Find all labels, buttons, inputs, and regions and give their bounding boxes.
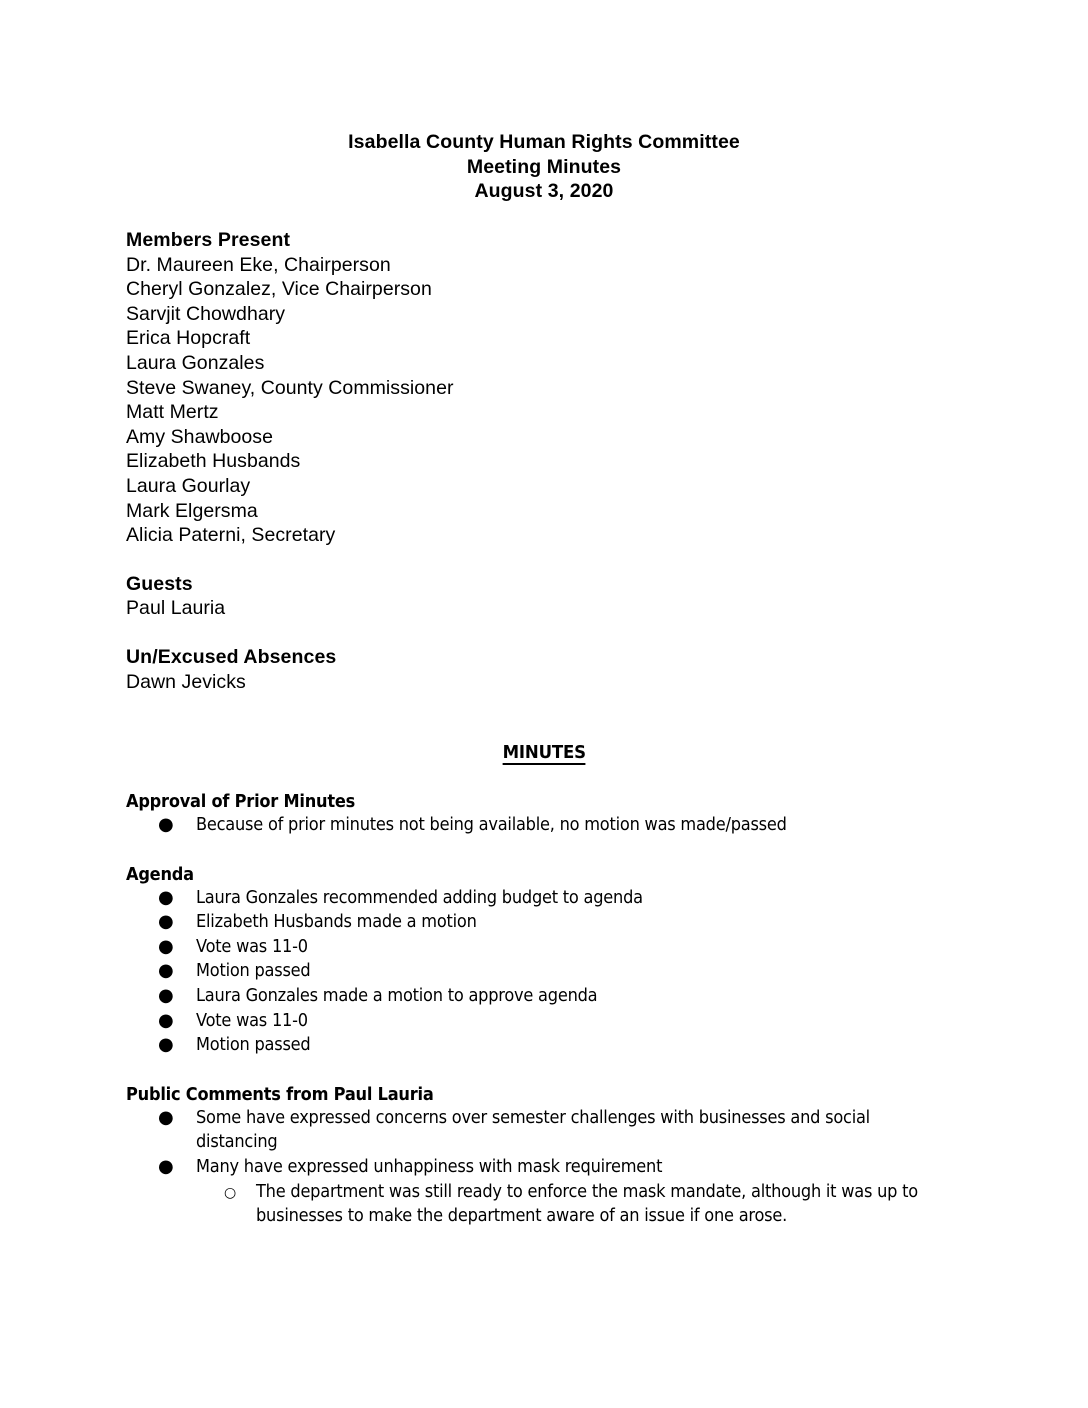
list-item-text: Motion passed: [196, 1034, 311, 1056]
spacer: [126, 548, 956, 572]
list-item: [126, 910, 956, 935]
bullet-marker-icon: ●: [158, 814, 174, 835]
member-name: Steve Swaney, County Commissioner: [126, 376, 454, 399]
sub-list-item-text: The department was still ready to enforce the mask mandate, although it was up to businesses to make the department aware of an issue if one arose.: [256, 1180, 918, 1227]
bullet-list-public-comments: [126, 1106, 956, 1229]
bullet-marker-icon: ●: [158, 935, 174, 957]
section-heading-public-comments: Public Comments from Paul Lauria: [126, 1083, 434, 1105]
minutes-title-container: [0, 742, 1088, 765]
bullet-marker-icon: ●: [158, 911, 174, 933]
minutes-body: [126, 790, 956, 1229]
list-item-text: Many have expressed unhappiness with mask requirement: [196, 1155, 663, 1177]
member-name: Amy Shawboose: [126, 425, 273, 448]
list-item: [126, 1155, 956, 1180]
list-item: [126, 959, 956, 984]
list-item-text: Elizabeth Husbands made a motion: [196, 911, 477, 933]
list-item-text: Vote was 11-0: [196, 1009, 308, 1031]
absent-name: Dawn Jevicks: [126, 670, 246, 693]
member-name: Sarvjit Chowdhary: [126, 302, 286, 325]
list-item: [126, 813, 956, 838]
spacer: [126, 621, 956, 645]
list-item: [126, 935, 956, 960]
bullet-marker-icon: ●: [158, 886, 174, 908]
minutes-title: MINUTES: [502, 742, 586, 763]
guest-name: Paul Lauria: [126, 597, 226, 620]
list-item: [126, 886, 956, 911]
list-item: [126, 1033, 956, 1058]
bullet-list-agenda: [126, 886, 956, 1058]
list-item-text: Motion passed: [196, 960, 311, 982]
list-item-text: Laura Gonzales recommended adding budget to agenda: [196, 886, 643, 908]
spacer: [126, 838, 956, 863]
bullet-marker-icon: ●: [158, 1106, 174, 1128]
list-item-text: Laura Gonzales made a motion to approve agenda: [196, 984, 598, 1006]
bullet-list-approval: [126, 813, 956, 838]
sub-list-item: [126, 1180, 956, 1229]
bullet-marker-icon: ●: [158, 1155, 174, 1177]
document-header: [0, 130, 1088, 204]
list-item: [126, 1009, 956, 1034]
bullet-marker-icon: ●: [158, 1034, 174, 1056]
section-heading-approval: Approval of Prior Minutes: [126, 791, 356, 812]
spacer: [126, 1058, 956, 1083]
member-name: Alicia Paterni, Secretary: [126, 524, 336, 547]
guests-heading: Guests: [126, 572, 193, 595]
list-item: [126, 984, 956, 1009]
member-name: Elizabeth Husbands: [126, 450, 301, 473]
members-present-heading: Members Present: [126, 229, 291, 251]
member-name: Erica Hopcraft: [126, 327, 251, 350]
list-item: [126, 1106, 956, 1155]
header-date: August 3, 2020: [474, 180, 614, 202]
member-name: Mark Elgersma: [126, 499, 258, 522]
header-title-line2: Meeting Minutes: [466, 155, 622, 178]
list-item-text: Vote was 11-0: [196, 935, 308, 957]
absences-heading: Un/Excused Absences: [126, 645, 337, 668]
member-name: Laura Gonzales: [126, 351, 265, 374]
bullet-marker-icon: ●: [158, 984, 174, 1006]
sub-bullet-marker-icon: ○: [224, 1184, 236, 1201]
bullet-marker-icon: ●: [158, 1009, 174, 1031]
member-name: Laura Gourlay: [126, 474, 251, 497]
list-item-text: Some have expressed concerns over semester challenges with businesses and social distancing: [196, 1106, 870, 1153]
member-name: Dr. Maureen Eke, Chairperson: [126, 253, 391, 276]
list-item-text: Because of prior minutes not being available, no motion was made/passed: [196, 814, 787, 835]
header-title-line1: Isabella County Human Rights Committee: [348, 131, 740, 153]
section-heading-agenda: Agenda: [126, 863, 194, 885]
member-name: Matt Mertz: [126, 401, 219, 424]
attendance-block: [126, 228, 956, 694]
bullet-marker-icon: ●: [158, 960, 174, 982]
member-name: Cheryl Gonzalez, Vice Chairperson: [126, 278, 432, 301]
